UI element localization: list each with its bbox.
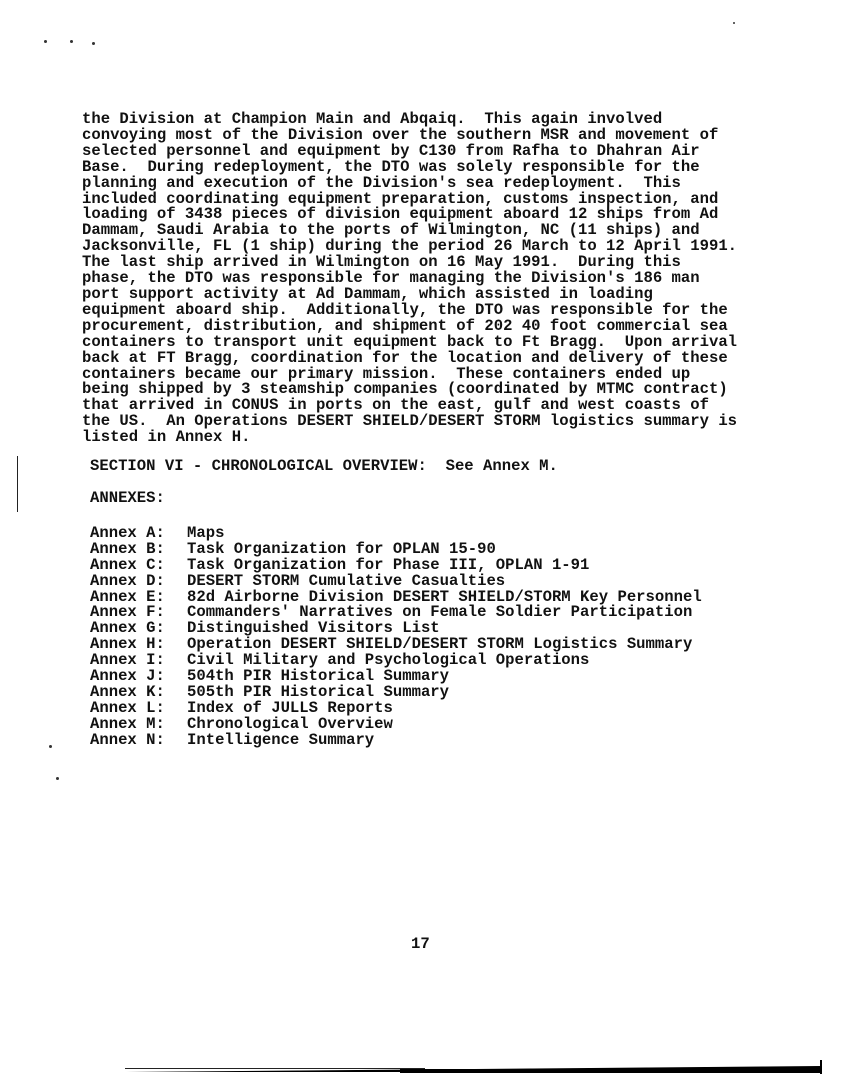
annex-label: Annex F: — [90, 603, 165, 622]
paragraph-line: Base. During redeployment, the DTO was solely responsible for the — [82, 157, 700, 176]
annex-item — [90, 682, 702, 701]
annex-label: Annex H: — [90, 635, 165, 654]
paragraph-line: port support activity at Ad Dammam, which assisted in loading — [82, 284, 653, 303]
section-heading: SECTION VI - CHRONOLOGICAL OVERVIEW: See Annex M. — [90, 457, 558, 475]
paragraph-line: convoying most of the Division over the southern MSR and movement of — [82, 125, 719, 144]
annex-list — [90, 526, 702, 748]
body-paragraph — [82, 112, 737, 446]
scan-speck — [44, 40, 47, 43]
annex-label: Annex N: — [90, 730, 165, 749]
scan-artifact-line — [17, 456, 18, 512]
paragraph-line: Jacksonville, FL (1 ship) during the period 26 March to 12 April 1991. — [82, 237, 738, 256]
annex-title: Maps — [187, 524, 225, 542]
annex-title: Task Organization for Phase III, OPLAN 1-91 — [187, 555, 590, 574]
annex-label: Annex C: — [90, 555, 165, 574]
annex-title: Intelligence Summary — [187, 730, 375, 749]
annex-title: Index of JULLS Reports — [187, 698, 393, 717]
scan-speck — [49, 745, 52, 748]
annex-title: Commanders' Narratives on Female Soldier Participation — [187, 603, 693, 622]
annex-label: Annex D: — [90, 571, 165, 590]
annex-label: Annex J: — [90, 667, 165, 686]
annexes-heading: ANNEXES: — [90, 489, 165, 507]
annex-label: Annex I: — [90, 651, 165, 670]
paragraph-line: phase, the DTO was responsible for managing the Division's 186 man — [82, 269, 700, 288]
annex-title: Civil Military and Psychological Operations — [187, 651, 590, 670]
paragraph-line: back at FT Bragg, coordination for the location and delivery of these — [82, 348, 728, 367]
scan-speck — [92, 42, 95, 45]
paragraph-line: selected personnel and equipment by C130 from Rafha to Dhahran Air — [82, 141, 700, 160]
annex-label: Annex L: — [90, 698, 165, 717]
annex-title: Chronological Overview — [187, 714, 393, 733]
paragraph-line: equipment aboard ship. Additionally, the DTO was responsible for the — [82, 300, 728, 319]
paragraph-line: that arrived in CONUS in ports on the east, gulf and west coasts of — [82, 396, 709, 415]
annex-title: 82d Airborne Division DESERT SHIELD/STORM Key Personnel — [187, 587, 702, 606]
scan-edge-bar — [400, 1069, 822, 1073]
paragraph-line: Dammam, Saudi Arabia to the ports of Wilmington, NC (11 ships) and — [82, 221, 700, 240]
annex-item — [90, 730, 702, 749]
scan-speck — [56, 777, 59, 780]
annex-title: Distinguished Visitors List — [187, 619, 440, 638]
paragraph-line: the US. An Operations DESERT SHIELD/DESERT STORM logistics summary is — [82, 412, 738, 431]
scan-edge-mark — [820, 1060, 822, 1074]
paragraph-line: listed in Annex H. — [82, 428, 251, 447]
paragraph-line: containers to transport unit equipment back to Ft Bragg. Upon arrival — [82, 332, 738, 351]
annex-title: DESERT STORM Cumulative Casualties — [187, 571, 506, 590]
annex-title: 504th PIR Historical Summary — [187, 667, 450, 686]
paragraph-line: procurement, distribution, and shipment of 202 40 foot commercial sea — [82, 316, 728, 335]
annex-item — [90, 714, 702, 733]
scan-speck — [70, 40, 73, 43]
paragraph-line: being shipped by 3 steamship companies (coordinated by MTMC contract) — [82, 380, 728, 399]
annex-label: Annex B: — [90, 539, 165, 558]
annex-title: Task Organization for OPLAN 15-90 — [187, 539, 496, 558]
annex-title: 505th PIR Historical Summary — [187, 682, 450, 701]
annex-label: Annex K: — [90, 682, 165, 701]
annex-label: Annex M: — [90, 714, 165, 733]
annex-label: Annex E: — [90, 587, 165, 606]
scan-speck — [733, 22, 735, 24]
page-number: 17 — [411, 935, 430, 953]
paragraph-line: containers became our primary mission. These containers ended up — [82, 364, 691, 383]
paragraph-line: planning and execution of the Division's sea redeployment. This — [82, 173, 681, 192]
paragraph-line: The last ship arrived in Wilmington on 16 May 1991. During this — [82, 253, 681, 272]
annex-label: Annex A: — [90, 524, 165, 542]
annex-title: Operation DESERT SHIELD/DESERT STORM Logistics Summary — [187, 635, 693, 654]
paragraph-line: the Division at Champion Main and Abqaiq. This again involved — [82, 110, 663, 128]
annex-label: Annex G: — [90, 619, 165, 638]
annex-item — [90, 698, 702, 717]
paragraph-line: included coordinating equipment preparation, customs inspection, and — [82, 189, 719, 208]
paragraph-line: loading of 3438 pieces of division equipment aboard 12 ships from Ad — [82, 205, 719, 224]
